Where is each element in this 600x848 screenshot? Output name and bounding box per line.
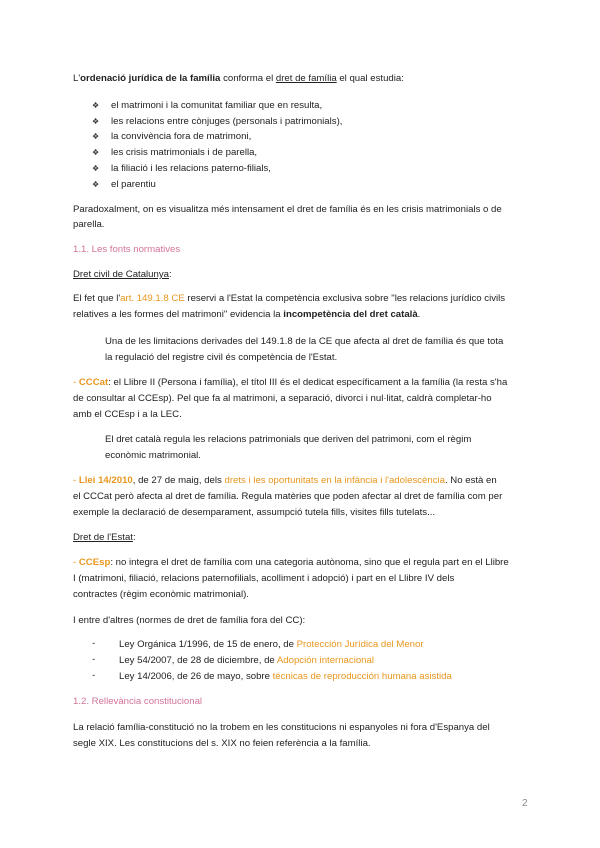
llei-title: drets i les oportunitats en la infància i l'adolescència — [224, 475, 445, 486]
ccesp-line-3: contractes (règim econòmic matrimonial). — [73, 589, 249, 600]
law-dash: - — [92, 670, 96, 681]
paradox-line-1: Paradoxalment, on es visualitza més intensament el dret de família és en les crisis matrimonials o de — [73, 204, 502, 215]
subheading-catalunya: Dret civil de Catalunya: — [73, 269, 172, 280]
page-number: 2 — [522, 798, 528, 809]
law-dash: - — [92, 654, 96, 665]
subheading-estat: Dret de l'Estat: — [73, 532, 136, 543]
bullet-icon: ❖ — [92, 132, 100, 141]
dretcat-line-2: econòmic matrimonial. — [105, 450, 201, 461]
law-item: Ley 14/2006, de 26 de mayo, sobre técnicas de reproducción humana asistida — [119, 671, 452, 682]
list-item: les relacions entre cònjuges (personals i patrimonials), — [111, 116, 343, 127]
fet-line-1: El fet que l'art. 149.1.8 CE reservi a l'Estat la competència exclusiva sobre "les relacions jurídico civils — [73, 293, 506, 304]
list-item: les crisis matrimonials i de parella, — [111, 147, 258, 158]
intro-paragraph: L'ordenació jurídica de la família conforma el dret de família el qual estudia: — [73, 73, 404, 84]
list-item: el parentiu — [111, 179, 156, 190]
cccat-line-1: - CCCat: el Llibre II (Persona i família), el títol III és el dedicat específicament a la família (la resta s'ha — [73, 377, 508, 388]
llei-label: Llei 14/2010 — [78, 475, 133, 486]
law-link: Protección Jurídica del Menor — [296, 639, 424, 650]
dretcat-line-1: El dret català regula les relacions patrimonials que deriven del patrimoni, com el règim — [105, 434, 472, 445]
bullet-icon: ❖ — [92, 148, 100, 157]
list-item: la convivència fora de matrimoni, — [111, 131, 252, 142]
bullet-icon: ❖ — [92, 101, 100, 110]
law-item: Ley Orgánica 1/1996, de 15 de enero, de Protección Jurídica del Menor — [119, 639, 424, 650]
ccesp-line-1: - CCEsp: no integra el dret de família com una categoria autònoma, sino que el regula part en el Llibre — [73, 557, 509, 568]
section-heading-fonts: 1.1. Les fonts normatives — [73, 244, 181, 255]
cccat-line-2: de consultar al CCEsp). Pel que fa al matrimoni, a separació, divorci i nul·litat, caldrà completar-ho — [73, 393, 492, 404]
intro-underlined-term: dret de família — [275, 73, 337, 84]
law-link: técnicas de reproducción humana asistida — [272, 671, 452, 682]
law-link: Adopción internacional — [276, 655, 374, 666]
indented-note-line-1: Una de les limitacions derivades del 149.1.8 de la CE que afecta al dret de família és que tota — [105, 336, 504, 347]
bullet-icon: ❖ — [92, 180, 100, 189]
section-heading-constitucional: 1.2. Rellevància constitucional — [73, 696, 203, 707]
paradox-line-2: parella. — [73, 219, 105, 230]
cccat-line-3: amb el CCEsp i a la LEC. — [73, 409, 182, 420]
ccesp-label: CCEsp — [78, 557, 111, 568]
llei-line-3: exemple la declaració de desemparament, assumpció tutela fills, visites fills tutelats... — [73, 507, 436, 518]
relacio-line-1: La relació família-constitució no la trobem en les constitucions ni espanyoles ni fora d'Espanya del — [73, 722, 490, 733]
llei-line-2: el CCCat però afecta al dret de família. Regula matèries que poden afectar al dret de família com per — [73, 491, 503, 502]
bullet-icon: ❖ — [92, 117, 100, 126]
law-item: Ley 54/2007, de 28 de diciembre, de Adopción internacional — [119, 655, 374, 666]
list-item: el matrimoni i la comunitat familiar que en resulta, — [111, 100, 323, 111]
bullet-icon: ❖ — [92, 164, 100, 173]
fet-line-2: relatives a les formes del matrimoni" evidencia la incompetència del dret català. — [73, 309, 421, 320]
list-item: la filiació i les relacions paterno-filials, — [111, 163, 271, 174]
cccat-label: CCCat — [78, 377, 109, 388]
llei-line-1: - Llei 14/2010, de 27 de maig, dels drets i les oportunitats en la infància i l'adolescència. No està en — [73, 475, 497, 486]
intro-term: ordenació jurídica de la família — [80, 73, 221, 84]
altres-line: I entre d'altres (normes de dret de família fora del CC): — [73, 615, 306, 626]
ccesp-line-2: I (matrimoni, filiació, relacions paternofilials, acolliment i adopció) i part en el Llibre IV dels — [73, 573, 455, 584]
article-reference: art. 149.1.8 CE — [120, 293, 185, 304]
relacio-line-2: segle XIX. Les constitucions del s. XIX no feien referència a la família. — [73, 738, 371, 749]
indented-note-line-2: la regulació del registre civil és competència de l'Estat. — [105, 352, 338, 363]
law-dash: - — [92, 638, 96, 649]
